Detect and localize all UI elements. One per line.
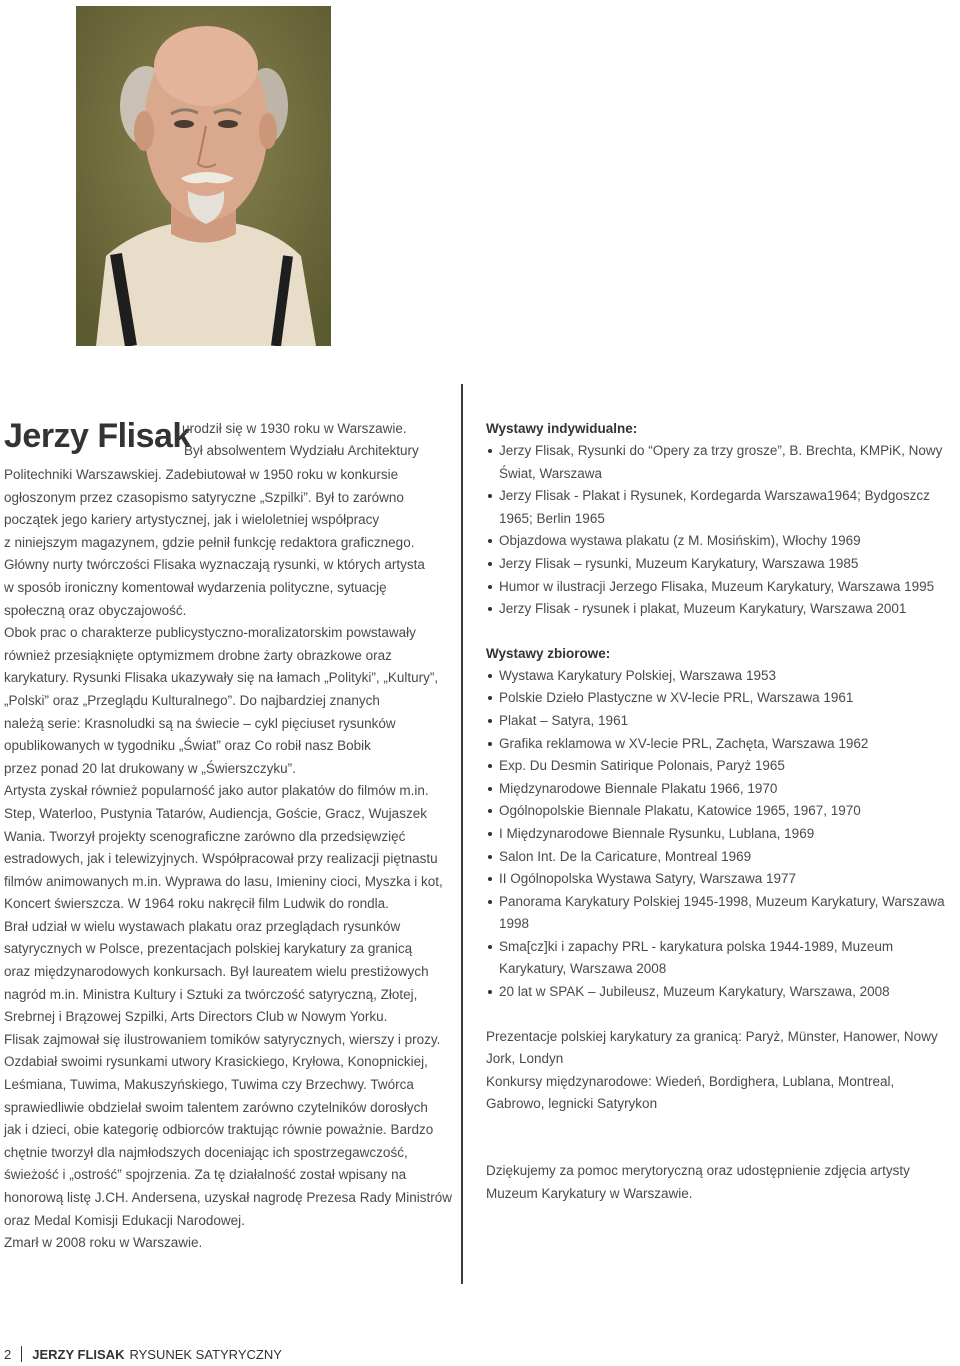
biography-line: Artysta zyskał również popularność jako autor plakatów do filmów m.in. — [4, 783, 429, 799]
biography-line: Brał udział w wielu wystawach plakatu oraz przeglądach rysunków — [4, 918, 401, 934]
exhibition-item: II Ogólnopolska Wystawa Satyry, Warszawa 1977 — [486, 868, 956, 891]
exhibition-item: Jerzy Flisak - Plakat i Rysunek, Kordegarda Warszawa1964; Bydgoszcz 1965; Berlin 1965 — [486, 485, 956, 530]
headline — [4, 414, 444, 464]
biography-line: estradowych, jak i telewizyjnych. Współpracował przy realizacji piętnastu — [4, 851, 438, 867]
exhibition-item: Grafika reklamowa w XV-lecie PRL, Zachęta, Warszawa 1962 — [486, 733, 956, 756]
biography-line: w sposób ironiczny komentował wydarzenia polityczne, sytuację — [4, 579, 387, 595]
biography-line: Step, Waterloo, Pustynia Tatarów, Audiencja, Goście, Gracz, Wujaszek — [4, 805, 427, 821]
biography-line: karykatury. Rysunki Flisaka ukazywały się na łamach „Polityki”, „Kultury”, — [4, 670, 439, 686]
biography-line: z niniejszym magazynem, gdzie pełnił funkcję redaktora graficznego. — [4, 534, 415, 550]
portrait-photo-icon — [76, 6, 331, 346]
exhibition-item: Plakat – Satyra, 1961 — [486, 710, 956, 733]
exhibition-item: Jerzy Flisak - rysunek i plakat, Muzeum Karykatury, Warszawa 2001 — [486, 598, 956, 621]
biography-line: Obok prac o charakterze publicystyczno-moralizatorskim powstawały — [4, 625, 416, 641]
biography-line: filmów animowanych m.in. Wyprawa do lasu, Imieniny cioci, Myszka i kot, — [4, 873, 443, 889]
page-number: 2 — [4, 1346, 12, 1362]
exhibition-item: Exp. Du Desmin Satirique Polonais, Paryż 1965 — [486, 755, 956, 778]
exhibitions-column — [486, 418, 956, 1205]
group-exhibitions-list — [486, 665, 956, 1004]
individual-exhibitions-title: Wystawy indywidualne: — [486, 421, 638, 436]
biography-line: nagród m.in. Ministra Kultury i Sztuki za twórczość satyryczną, Złotej, — [4, 986, 418, 1002]
biography-line: również przesiąknięte optymizmem drobne żarty obrazkowe oraz — [4, 647, 392, 663]
biography-line: świeżość i „ostrość” spojrzenia. Za tę działalność został wpisany na — [4, 1167, 407, 1183]
column-divider — [461, 384, 463, 1284]
biography-line: Wania. Tworzył projekty scenograficzne zarówno dla przedsięwzięć — [4, 828, 406, 844]
acknowledgement-text: Dziękujemy za pomoc merytoryczną oraz udostępnienie zdjęcia artysty Muzeum Karykatury w Warszawie. — [486, 1163, 910, 1201]
biography-line: honorową listę J.CH. Andersena, uzyskał nagrodę Prezesa Rady Ministrów — [4, 1190, 452, 1205]
biography-line: oraz międzynarodowych konkursach. Był laureatem wielu prestiżowych — [4, 964, 429, 980]
exhibition-item: I Międzynarodowe Biennale Rysunku, Lublana, 1969 — [486, 823, 956, 846]
biography-line: Srebrnej i Brązowej Szpilki, Arts Directors Club w Nowym Yorku. — [4, 1009, 388, 1025]
exhibition-item: Jerzy Flisak, Rysunki do “Opery za trzy grosze”, B. Brechta, KMPiK, Nowy Świat, Warszawa — [486, 440, 956, 485]
presentations-text: Prezentacje polskiej karykatury za granicą: Paryż, Münster, Hanower, Nowy Jork, Londyn — [486, 1028, 938, 1067]
biography-line: oraz Medal Komisji Edukacji Narodowej. — [4, 1212, 245, 1228]
biography-line: Zmarł w 2008 roku w Warszawie. — [4, 1235, 203, 1251]
exhibition-item: 20 lat w SPAK – Jubileusz, Muzeum Karykatury, Warszawa, 2008 — [486, 981, 956, 1004]
footer-subtitle: RYSUNEK SATYRYCZNY — [129, 1346, 282, 1362]
biography-line: przez ponad 20 lat drukowany w „Świerszczyku”. — [4, 760, 296, 776]
page-footer — [4, 1346, 282, 1362]
biography-line: Ozdabiał swoimi rysunkami utwory Krasickiego, Kryłowa, Konopnickiej, — [4, 1054, 428, 1070]
biography-line: Główny nurty twórczości Flisaka wyznaczają rysunki, w których artysta — [4, 557, 425, 573]
biography-line: Politechniki Warszawskiej. Zadebiutował w 1950 roku w konkursie — [4, 467, 399, 482]
biography-text — [4, 464, 452, 1255]
biography-line: Koncert świerszcza. W 1964 roku nakręcił film Ludwik do rondla. — [4, 896, 389, 912]
biography-column — [4, 414, 452, 1255]
exhibition-item: Sma[cz]ki i zapachy PRL - karykatura polska 1944-1989, Muzeum Karykatury, Warszawa 2008 — [486, 936, 956, 981]
intro-line-2: Był absolwentem Wydziału Architektury — [184, 443, 419, 458]
biography-line: „Polski” oraz „Przeglądu Kulturalnego”. Do najbardziej znanych — [4, 692, 380, 708]
individual-exhibitions-list — [486, 440, 956, 621]
biography-line: opublikowanych w tygodniku „Świat” oraz Co robił nasz Bobik — [4, 738, 371, 754]
biography-line: ogłoszonym przez czasopismo satyryczne „Szpilki”. Był to zarówno — [4, 489, 404, 505]
biography-line: należą serie: Krasnoludki są na świecie – cykl pięciuset rysunków — [4, 715, 396, 731]
footer-separator — [21, 1346, 22, 1362]
biography-line: jak i dzieci, obie kategorię odbiorców traktując równie poważnie. Bardzo — [4, 1122, 434, 1138]
intro-line-1: urodził się w 1930 roku w Warszawie. — [182, 421, 407, 436]
artist-name: Jerzy Flisak — [4, 417, 191, 455]
biography-line: początek jego kariery artystycznej, jak i wieloletniej współpracy — [4, 512, 380, 528]
exhibition-item: Międzynarodowe Biennale Plakatu 1966, 1970 — [486, 778, 956, 801]
biography-line: satyrycznych w Polsce, prezentacjach polskiej karykatury za granicą — [4, 941, 413, 957]
exhibition-item: Salon Int. De la Caricature, Montreal 1969 — [486, 846, 956, 869]
exhibition-item: Humor w ilustracji Jerzego Flisaka, Muzeum Karykatury, Warszawa 1995 — [486, 576, 956, 599]
biography-line: Leśmiana, Tuwima, Makuszyńskiego, Tuwima czy Brzechwy. Twórca — [4, 1077, 414, 1093]
footer-name: JERZY FLISAK — [32, 1346, 125, 1362]
exhibition-item: Wystawa Karykatury Polskiej, Warszawa 1953 — [486, 665, 956, 688]
biography-line: sprawiedliwie obdzielał swoim talentem zarówno czytelników dorosłych — [4, 1099, 428, 1115]
exhibition-item: Jerzy Flisak – rysunki, Muzeum Karykatury, Warszawa 1985 — [486, 553, 956, 576]
group-exhibitions-title: Wystawy zbiorowe: — [486, 645, 611, 661]
biography-line: Flisak zajmował się ilustrowaniem tomików satyrycznych, wierszy i prozy. — [4, 1031, 441, 1047]
exhibition-item: Panorama Karykatury Polskiej 1945-1998, Muzeum Karykatury, Warszawa 1998 — [486, 891, 956, 936]
exhibition-item: Polskie Dzieło Plastyczne w XV-lecie PRL, Warszawa 1961 — [486, 687, 956, 710]
exhibition-item: Ogólnopolskie Biennale Plakatu, Katowice 1965, 1967, 1970 — [486, 800, 956, 823]
exhibition-item: Objazdowa wystawa plakatu (z M. Mosińskim), Włochy 1969 — [486, 530, 956, 553]
biography-line: chętnie tworzył dla najmłodszych doceniając ich spostrzegawczość, — [4, 1144, 408, 1160]
biography-line: społeczną oraz obyczajowość. — [4, 602, 187, 618]
competitions-text: Konkursy międzynarodowe: Wiedeń, Bordighera, Lublana, Montreal, Gabrowo, legnicki Satyrykon — [486, 1073, 895, 1112]
portrait-photo — [76, 6, 331, 346]
